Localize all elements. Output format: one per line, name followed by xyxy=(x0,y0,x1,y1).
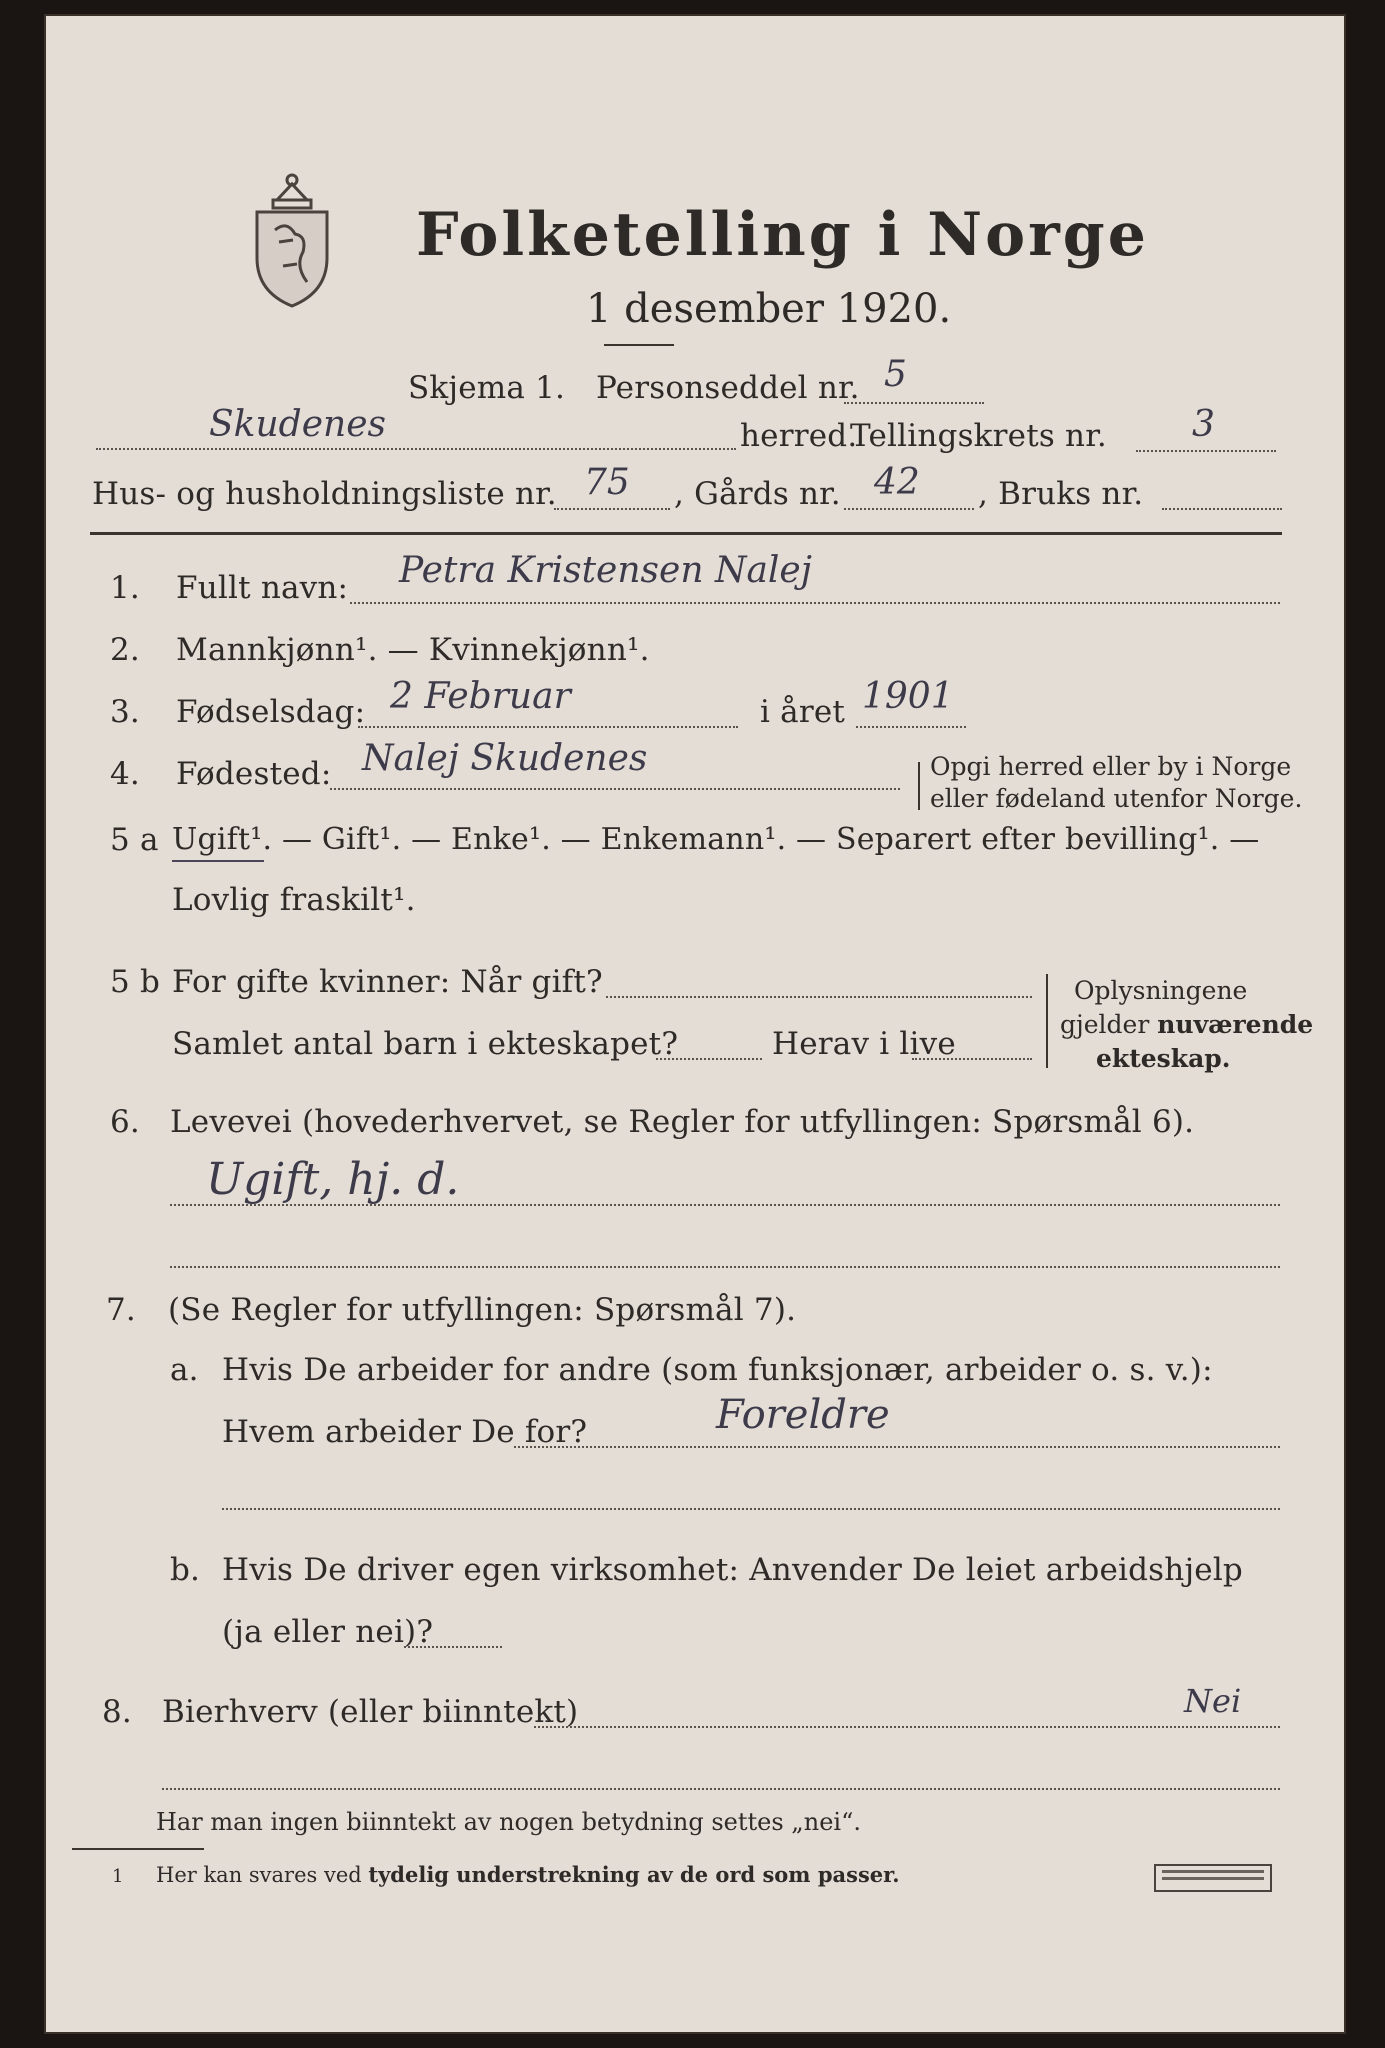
q7a-question: Hvis De arbeider for andre (som funksjonær, arbeider o. s. v.): xyxy=(222,1352,1213,1388)
form-title: Folketelling i Norge xyxy=(416,200,1149,270)
header-rule xyxy=(90,532,1282,535)
side-income-note: Har man ingen biinntekt av nogen betydning settes „nei“. xyxy=(156,1808,861,1836)
full-name-value: Petra Kristensen Nalej xyxy=(399,550,812,591)
side-income-label: Bierhverv (eller biinntekt) xyxy=(162,1694,579,1730)
occupation-value: Ugift, hj. d. xyxy=(206,1154,460,1205)
side-income-field-2 xyxy=(162,1788,1280,1790)
footnote-number: 1 xyxy=(112,1866,124,1887)
q7b-letter: b. xyxy=(170,1552,201,1588)
birthday-field xyxy=(358,726,738,728)
q3-label: Fødselsdag: xyxy=(176,694,366,730)
employer-label: Hvem arbeider De for? xyxy=(222,1414,588,1450)
marriage-note-3: ekteskap. xyxy=(1096,1044,1231,1073)
occupation-field-1 xyxy=(170,1204,1280,1206)
side-income-field xyxy=(534,1726,1280,1728)
hired-help-field xyxy=(404,1646,502,1648)
children-count-field xyxy=(656,1058,762,1060)
marriage-note-1: Oplysningene xyxy=(1074,976,1248,1005)
note-brace xyxy=(918,762,920,810)
q7a-letter: a. xyxy=(170,1352,199,1388)
marital-status-options: Ugift¹. — Gift¹. — Enke¹. — Enkemann¹. — Separert efter bevilling¹. — xyxy=(172,822,1260,857)
children-alive-field xyxy=(912,1058,1032,1060)
birthplace-value: Nalej Skudenes xyxy=(362,738,648,779)
birthplace-note-2: eller fødeland utenfor Norge. xyxy=(930,784,1303,813)
gards-field xyxy=(844,508,974,510)
full-name-field xyxy=(350,602,1280,604)
q3-number: 3. xyxy=(110,694,140,730)
hus-label: Hus- og husholdningsliste nr. xyxy=(92,476,557,512)
children-count-label: Samlet antal barn i ekteskapet? xyxy=(172,1026,679,1062)
gards-label: , Gårds nr. xyxy=(674,476,841,512)
q2-number: 2. xyxy=(110,632,140,668)
married-when-label: For gifte kvinner: Når gift? xyxy=(172,964,603,1000)
personseddel-value: 5 xyxy=(884,354,907,395)
census-form xyxy=(44,14,1346,2034)
q4-label: Fødested: xyxy=(176,756,332,792)
employer-field-2 xyxy=(222,1508,1280,1510)
footnote-rule xyxy=(72,1848,204,1850)
tellingskrets-value: 3 xyxy=(1192,404,1215,445)
q8-number: 8. xyxy=(102,1694,132,1730)
footnote-text: Her kan svares ved xyxy=(156,1863,369,1887)
q7-number: 7. xyxy=(106,1292,136,1328)
herred-label: herred. xyxy=(740,418,858,454)
herred-field xyxy=(96,448,736,450)
ugift-underline xyxy=(172,860,264,862)
personseddel-field xyxy=(844,402,984,404)
q7b-question: Hvis De driver egen virksomhet: Anvender De leiet arbeidshjelp xyxy=(222,1552,1243,1588)
tellingskrets-field xyxy=(1136,450,1276,452)
q1-label: Fullt navn: xyxy=(176,570,349,606)
birthplace-field xyxy=(330,788,900,790)
schema-label: Skjema 1. xyxy=(408,370,566,406)
hired-help-label: (ja eller nei)? xyxy=(222,1614,434,1650)
note-brace-2 xyxy=(1046,974,1048,1068)
personseddel-label: Personseddel nr. xyxy=(596,370,860,406)
occupation-label: Levevei (hovederhvervet, se Regler for utfyllingen: Spørsmål 6). xyxy=(170,1104,1195,1140)
q1-number: 1. xyxy=(110,570,140,606)
q7-label: (Se Regler for utfyllingen: Spørsmål 7). xyxy=(168,1292,797,1328)
coat-of-arms-icon xyxy=(249,170,335,310)
bruks-field xyxy=(1162,508,1282,510)
printer-stamp xyxy=(1154,1864,1272,1892)
year-label: i året xyxy=(760,694,846,730)
gender-options: Mannkjønn¹. — Kvinnekjønn¹. xyxy=(176,632,650,668)
birth-year-field xyxy=(856,726,966,728)
employer-field xyxy=(514,1446,1280,1448)
hus-value: 75 xyxy=(584,462,630,503)
occupation-field-2 xyxy=(170,1266,1280,1268)
footnote-bold-text: tydelig understrekning av de ord som passer. xyxy=(368,1862,900,1887)
q5a-number: 5 a xyxy=(110,822,159,858)
gards-value: 42 xyxy=(874,462,920,503)
marriage-note-2a: gjelder xyxy=(1060,1010,1158,1039)
birthday-value: 2 Februar xyxy=(390,676,571,717)
q5b-number: 5 b xyxy=(110,964,161,1000)
hus-field xyxy=(554,508,670,510)
marriage-note-2b: nuværende xyxy=(1157,1010,1314,1039)
tellingskrets-label: Tellingskrets nr. xyxy=(850,418,1107,454)
married-when-field xyxy=(606,996,1032,998)
bruks-label: , Bruks nr. xyxy=(978,476,1144,512)
employer-value: Foreldre xyxy=(716,1392,890,1438)
birthplace-note-1: Opgi herred eller by i Norge xyxy=(930,752,1292,781)
side-income-value: Nei xyxy=(1184,1682,1242,1720)
divider xyxy=(604,344,674,346)
q4-number: 4. xyxy=(110,756,140,792)
marital-status-options-2: Lovlig fraskilt¹. xyxy=(172,882,416,918)
birth-year-value: 1901 xyxy=(862,676,954,717)
q6-number: 6. xyxy=(110,1104,140,1140)
children-alive-label: Herav i live xyxy=(772,1026,956,1062)
herred-value: Skudenes xyxy=(209,404,386,445)
census-date: 1 desember 1920. xyxy=(586,286,952,332)
